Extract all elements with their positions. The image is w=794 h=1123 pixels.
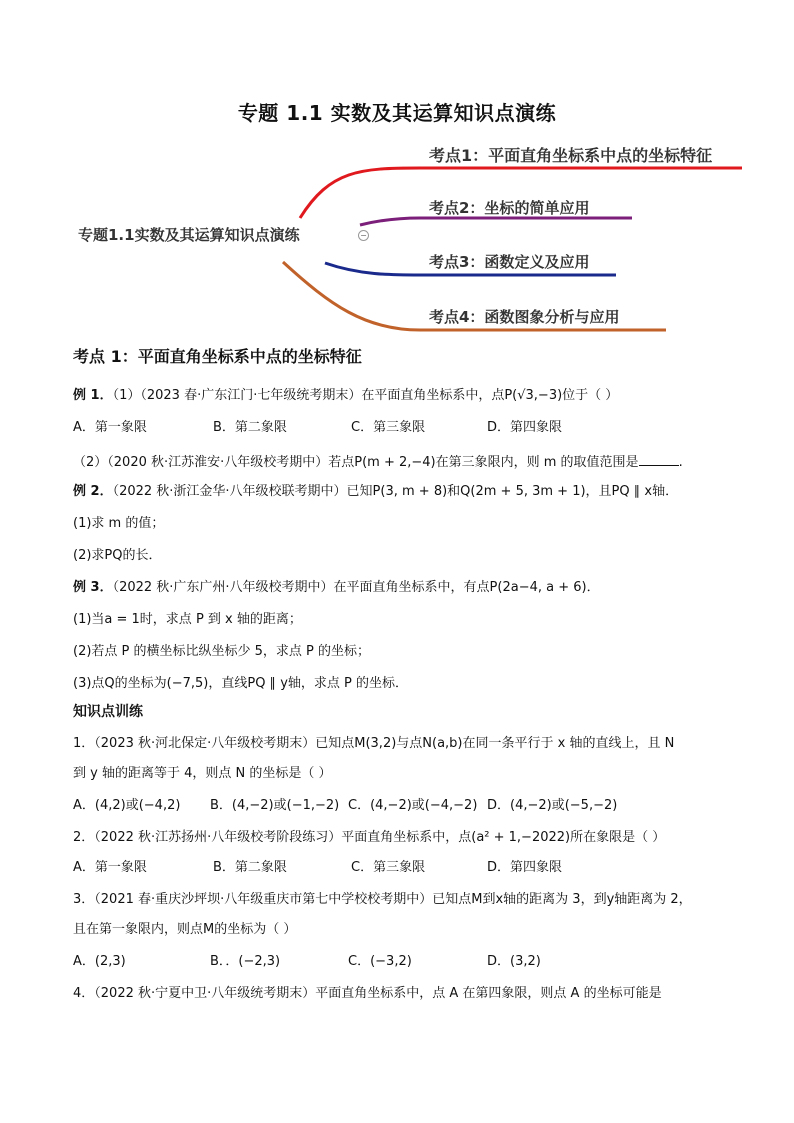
training-heading: 知识点训练 [73,704,143,720]
example-3-label: 例 3． [73,580,113,595]
problem-1-line-2: 到 y 轴的距离等于 4，则点 N 的坐标是（ ） [73,766,332,781]
example-1-options [73,421,723,437]
example-2-question [73,485,678,498]
option-d: D．(4,−2)或(−5,−2) [487,798,618,813]
collapse-toggle-icon[interactable]: − [358,230,369,241]
example-3-text: （2022 秋·广东广州·八年级校考期中）在平面直角坐标系中，有点P(2a−4, a + 6)． [112,580,600,595]
mind-map-branch-3: 考点3：函数定义及应用 [429,253,590,271]
option-a: A．第一象限 [73,420,147,435]
option-c: C．(−3,2) [348,954,412,969]
option-b: B．．(−2,3) [210,954,281,969]
option-c: C．(4,−2)或(−4,−2) [348,798,478,813]
example-3-sub-3: (3)点Q的坐标为(−7,5)，直线PQ ∥ y轴，求点 P 的坐标． [73,676,408,691]
mind-map-branch-1: 考点1：平面直角坐标系中点的坐标特征 [429,146,713,165]
option-c: C．第三象限 [351,420,426,435]
example-2-sub-1: (1)求 m 的值； [73,516,165,531]
option-d: D．第四象限 [487,860,563,875]
mind-map [0,130,794,345]
problem-1-line-1: 1．（2023 秋·河北保定·八年级校考期末）已知点M(3,2)与点N(a,b)在同一条平行于 x 轴的直线上，且 N [73,736,675,751]
example-2-text: （2022 秋·浙江金华·八年级校联考期中）已知P(3, m + 8)和Q(2m + 5, 3m + 1)，且PQ ∥ x轴． [112,484,679,499]
example-2-sub-2: (2)求PQ的长． [73,548,162,563]
branch-2-curve [360,218,632,225]
mind-map-branch-2: 考点2：坐标的简单应用 [429,199,590,217]
option-d: D．第四象限 [487,420,563,435]
problem-3-options [73,955,723,971]
problem-4: 4．（2022 秋·宁夏中卫·八年级统考期末）平面直角坐标系中，点 A 在第四象限，则点 A 的坐标可能是 [73,986,662,1001]
example-3-sub-1: (1)当a = 1时，求点 P 到 x 轴的距离； [73,612,302,627]
example-1-question-1 [73,389,618,402]
problem-2: 2．（2022 秋·江苏扬州·八年级校考阶段练习）平面直角坐标系中，点(a² + 1,−2022)所在象限是（ ） [73,830,666,845]
example-3-question [73,581,600,594]
example-1-q2-end: . [678,455,683,470]
problem-1-options [73,799,723,815]
example-1-label: 例 1． [73,388,113,403]
option-b: B．(4,−2)或(−1,−2) [210,798,340,813]
option-b: B．第二象限 [213,420,287,435]
mind-map-root: 专题1.1实数及其运算知识点演练 [78,226,300,244]
option-d: D．(3,2) [487,954,541,969]
example-1-q2-text: （2）（2020 秋·江苏淮安·八年级校考期中）若点P(m + 2,−4)在第三象限内，则 m 的取值范围是 [73,455,639,470]
option-a: A．(2,3) [73,954,126,969]
example-2-label: 例 2． [73,484,113,499]
mind-map-branch-4: 考点4：函数图象分析与应用 [429,308,620,326]
section-heading-1: 考点 1：平面直角坐标系中点的坐标特征 [73,347,362,366]
option-b: B．第二象限 [213,860,287,875]
page-title: 专题 1.1 实数及其运算知识点演练 [237,101,557,125]
answer-blank [639,453,679,466]
option-a: A．第一象限 [73,860,147,875]
example-1-question-2 [73,453,683,469]
problem-3-line-2: 且在第一象限内，则点M的坐标为（ ） [73,922,297,937]
example-3-sub-2: (2)若点 P 的横坐标比纵坐标少 5，求点 P 的坐标； [73,644,371,659]
problem-2-options [73,861,723,877]
problem-3-line-1: 3．（2021 春·重庆沙坪坝·八年级重庆市第七中学校校考期中）已知点M到x轴的距离为 3，到y轴距离为 2， [73,892,692,907]
example-1-text: （1）（2023 春·广东江门·七年级统考期末）在平面直角坐标系中，点P(√3,−3)位于（ ） [112,388,619,403]
option-a: A．(4,2)或(−4,2) [73,798,181,813]
option-c: C．第三象限 [351,860,426,875]
